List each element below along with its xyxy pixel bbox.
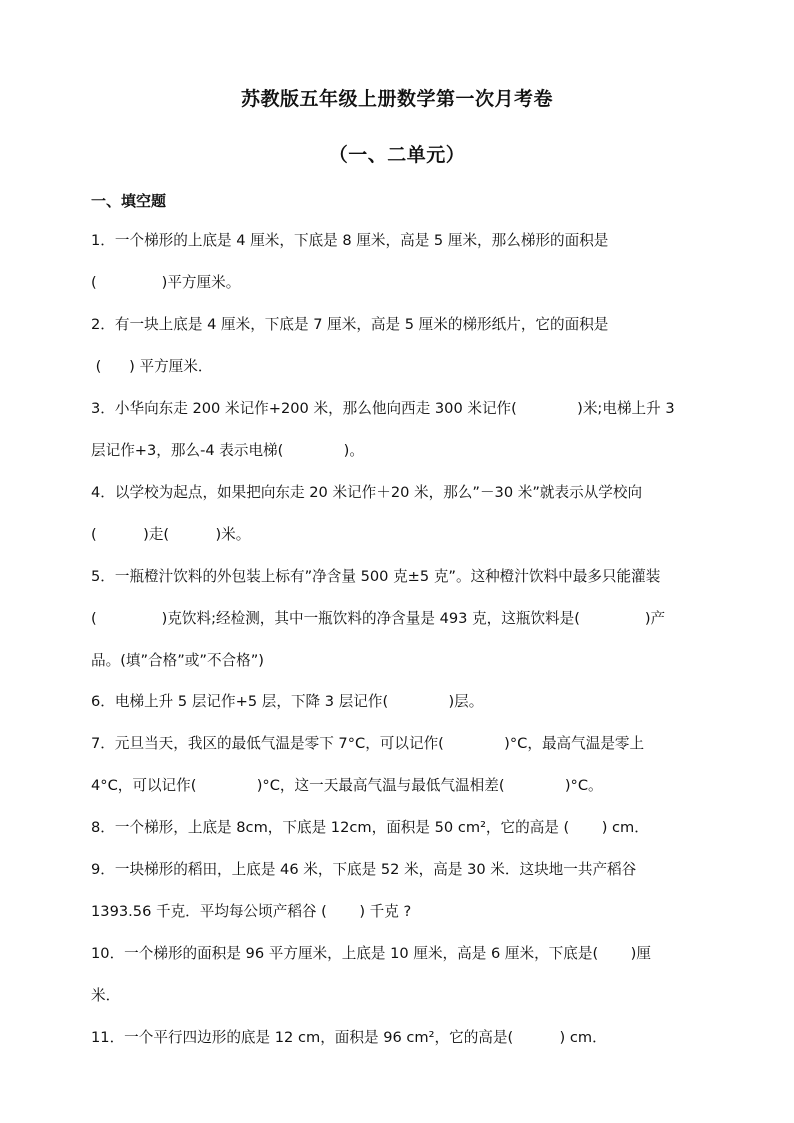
section-heading: 一、填空题 — [91, 192, 167, 210]
question-line: 3．小华向东走 200 米记作+200 米，那么他向西走 300 米记作( )米;电梯上升 3 — [91, 400, 675, 417]
question-line: 7．元旦当天，我区的最低气温是零下 7°C，可以记作( )°C，最高气温是零上 — [91, 735, 645, 752]
page-title: 苏教版五年级上册数学第一次月考卷 — [240, 88, 553, 110]
question-line: 8．一个梯形，上底是 8cm，下底是 12cm，面积是 50 cm²，它的高是 ( ) cm． — [91, 819, 649, 836]
question-line: ( )平方厘米。 — [91, 274, 241, 291]
question-line: 4．以学校为起点，如果把向东走 20 米记作＋20 米，那么”－30 米”就表示从学校向 — [91, 484, 643, 501]
question-line: 9．一块梯形的稻田，上底是 46 米，下底是 52 米，高是 30 米．这块地一共产稻谷 — [91, 861, 637, 878]
page-subtitle: （一、二单元） — [328, 144, 466, 166]
question-line: 层记作+3，那么-4 表示电梯( )。 — [91, 442, 364, 459]
question-line: 11．一个平行四边形的底是 12 cm，面积是 96 cm²，它的高是( ) cm． — [91, 1029, 607, 1046]
question-line: ( )克饮料;经检测，其中一瓶饮料的净含量是 493 克，这瓶饮料是( )产 — [91, 610, 666, 627]
question-line: 米． — [91, 987, 121, 1004]
question-line: 10．一个梯形的面积是 96 平方厘米，上底是 10 厘米，高是 6 厘米，下底是( )厘 — [91, 945, 651, 962]
question-line: ( )走( )米。 — [91, 526, 251, 543]
question-line: ( ) 平方厘米． — [91, 358, 213, 375]
question-line: 2．有一块上底是 4 厘米，下底是 7 厘米，高是 5 厘米的梯形纸片，它的面积是 — [91, 316, 609, 333]
question-line: 5．一瓶橙汁饮料的外包装上标有”净含量 500 克±5 克”。这种橙汁饮料中最多只能灌装 — [91, 568, 661, 585]
question-line: 6．电梯上升 5 层记作+5 层，下降 3 层记作( )层。 — [91, 693, 484, 710]
question-line: 品。(填”合格”或”不合格”) — [91, 652, 264, 669]
question-line: 4°C，可以记作( )°C，这一天最高气温与最低气温相差( )°C。 — [91, 777, 603, 794]
question-line: 1393.56 千克．平均每公顷产稻谷 ( ) 千克 ? — [91, 903, 412, 920]
question-line: 1．一个梯形的上底是 4 厘米，下底是 8 厘米，高是 5 厘米，那么梯形的面积是 — [91, 232, 609, 249]
